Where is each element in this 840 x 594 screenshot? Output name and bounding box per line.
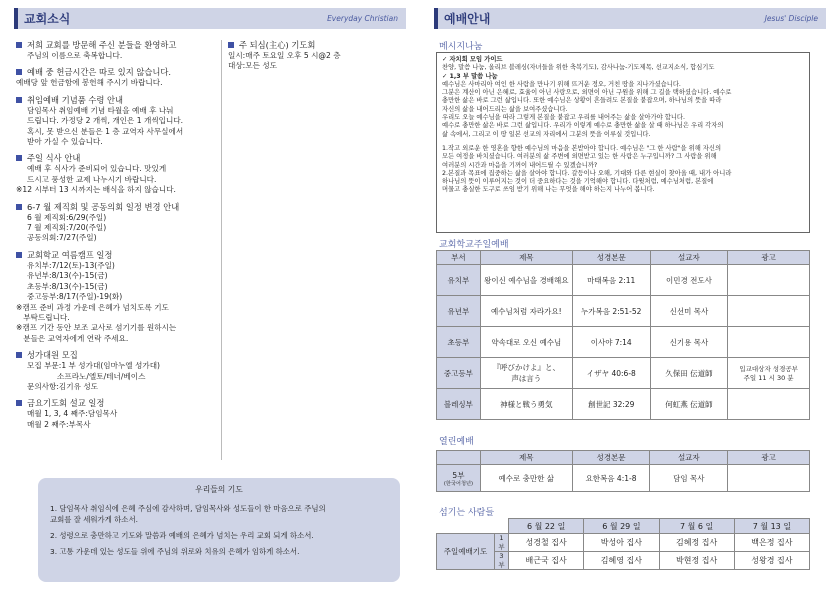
column-header: 7 월 13 일 bbox=[734, 519, 809, 534]
table-cell: 김혜영 집사 bbox=[584, 552, 659, 570]
prayer-line: 3. 고통 가운데 있는 성도들 위에 주님의 위로와 치유의 은혜가 임하게 하소서. bbox=[50, 547, 300, 556]
news-item-line: 부탁드립니다. bbox=[16, 312, 70, 322]
column-header: 제목 bbox=[480, 451, 572, 465]
row-subheader: 1부 bbox=[495, 534, 509, 552]
column-header: 성경본문 bbox=[572, 451, 650, 465]
message-line: ✓ 1,3 부 말씀 나눔 bbox=[442, 72, 498, 80]
table-cell: 김혜정 집사 bbox=[659, 534, 734, 552]
row-header: 주일예배기도 bbox=[437, 534, 495, 570]
news-item-line: ※캠프 준비 과정 가운데 은혜가 넘치도록 기도 bbox=[16, 302, 169, 312]
prayer-title: 우리들의 기도 bbox=[195, 485, 243, 494]
prayer-meeting-title: 주 되심(主心) 기도회 bbox=[239, 40, 316, 50]
table-header-row bbox=[437, 519, 810, 534]
table-cell: 신선미 목사 bbox=[650, 296, 728, 327]
message-box bbox=[436, 52, 810, 233]
news-item-title-text: 주일 식사 안내 bbox=[27, 153, 81, 164]
message-line: 그분은 계산이 아닌 은혜로, 효율이 아닌 사랑으로, 외면이 아닌 구원을 위해 그 길을 택하셨습니다. 예수로 bbox=[442, 89, 732, 97]
column-header bbox=[437, 451, 481, 465]
table-cell: 왕이신 예수님을 경배해요 bbox=[480, 265, 572, 296]
message-line: 찬양, 말씀 나눔, 올리브 블레싱(자녀들을 위한 축복기도), 감사나눔-기도제목, 선교지소식, 합심기도 bbox=[442, 64, 715, 72]
row-header: 유치부 bbox=[437, 265, 481, 296]
column-header: 7 월 6 일 bbox=[659, 519, 734, 534]
table-cell: 『呼びかけよ』と、 声は言う bbox=[480, 358, 572, 389]
table-cell: 입교대상자 성경공부 주일 11 시 30 분 bbox=[728, 358, 810, 389]
column-header: 설교자 bbox=[650, 451, 728, 465]
prayer-line: 2. 성령으로 충만하고 기도와 말씀과 예배의 은혜가 넘치는 우리 교회 되게 하소서. bbox=[50, 531, 314, 540]
row-header: 초등부 bbox=[437, 327, 481, 358]
table-cell: 배근국 집사 bbox=[509, 552, 584, 570]
message-line: 예수님은 사마리아 여인 한 사람을 만나기 위해 뜨거운 정오, 거친 땅을 지나가셨습니다. bbox=[442, 80, 681, 88]
message-line: 하나님의 뜻이 이루어지는 것이 더 중요하다는 것을 기억해야 합니다. 다윗처럼, 예수님처럼, 본질에 bbox=[442, 178, 714, 186]
news-item-line: 중고등부:8/17(주일)-19(화) bbox=[27, 292, 123, 302]
table-cell: 예수님처럼 자라가요! bbox=[480, 296, 572, 327]
table-cell: イザヤ 40:6-8 bbox=[572, 358, 650, 389]
table-cell bbox=[728, 465, 810, 492]
news-item-line: 혹시, 못 받으신 분들은 1 층 교역자 사무실에서 bbox=[27, 126, 184, 136]
news-subtitle: Everyday Christian bbox=[327, 14, 398, 23]
news-item-line: 초등부:8/13(수)-15(금) bbox=[27, 281, 108, 291]
prayer-line: 1. 담임목사 취임식에 은혜 주심에 감사하며, 담임목사와 성도들이 한 마음으로 주님의 bbox=[50, 504, 326, 513]
table-cell: 創世記 32:29 bbox=[572, 389, 650, 420]
table-cell: 성왕경 집사 bbox=[734, 552, 809, 570]
table-cell bbox=[728, 265, 810, 296]
table-cell bbox=[728, 327, 810, 358]
news-item-line: 문의사항:김기유 성도 bbox=[27, 381, 98, 391]
table-row bbox=[437, 358, 810, 389]
news-item-title-text: 교회학교 여름캠프 일정 bbox=[27, 249, 113, 260]
table-cell: 久保田 伝道師 bbox=[650, 358, 728, 389]
worship-header bbox=[434, 8, 826, 29]
column-header: 부서 bbox=[437, 251, 481, 265]
table-row bbox=[437, 265, 810, 296]
column-header: 6 월 29 일 bbox=[584, 519, 659, 534]
prayer-line: 교회를 잘 세워가게 하소서. bbox=[50, 515, 138, 524]
table-cell: 何虹燕 伝道師 bbox=[650, 389, 728, 420]
message-line: 여러분의 시간과 마음을 기꺼이 내어드릴 수 있겠습니까? bbox=[442, 161, 598, 169]
column-header: 6 월 22 일 bbox=[509, 519, 584, 534]
message-line: 머물고 충실한 도구로 쓰임 받기 위해 나는 무엇을 해야 하는지 나누어 봅니다. bbox=[442, 186, 655, 194]
news-item-line: 소프라노/엘토/테너/베이스 bbox=[16, 371, 146, 381]
worship-subtitle: Jesus' Disciple bbox=[764, 14, 818, 23]
news-item-title-text: 금요기도회 설교 일정 bbox=[27, 398, 105, 409]
row-subheader: 3부 bbox=[495, 552, 509, 570]
message-line: ✓ 자치회 모임 가이드 bbox=[442, 56, 503, 63]
table-cell: 담임 목사 bbox=[650, 465, 728, 492]
news-item-line: 일시:매주 토요일 오후 5 시@2 층 bbox=[228, 51, 341, 60]
message-line: 2.본질과 목표에 집중하는 삶을 살아야 합니다. 갈등이나 오해, 기대와 다른 현실이 찾아올 때, 내가 아니라 bbox=[442, 169, 732, 177]
table-cell: 神様と戦う勇気 bbox=[480, 389, 572, 420]
news-item-line: 받아 가실 수 있습니다. bbox=[27, 137, 103, 147]
table-cell: 이민경 전도사 bbox=[650, 265, 728, 296]
table-cell: 성경철 집사 bbox=[509, 534, 584, 552]
table-cell bbox=[728, 389, 810, 420]
worship-title: 예배안내 bbox=[444, 12, 491, 26]
news-item-title-text: 저희 교회를 방문해 주신 분들을 환영하고 bbox=[27, 40, 177, 50]
school-section-title: 교회학교주일예배 bbox=[439, 240, 509, 250]
message-line: 삶 속에서, 그리고 이 땅 일본 선교의 자리에서 그분의 뜻을 이루실 것입니다. bbox=[442, 130, 651, 138]
open-worship-label: 5부 bbox=[452, 470, 465, 480]
table-cell: 이사야 7:14 bbox=[572, 327, 650, 358]
table-cell: 요한복음 4:1-8 bbox=[572, 465, 650, 492]
news-title: 교회소식 bbox=[24, 12, 71, 26]
table-header-row bbox=[437, 251, 810, 265]
servers-table bbox=[436, 518, 810, 570]
table-row bbox=[437, 465, 810, 492]
news-item-line: 모집 부문:1 부 성가대(임마누엘 성가대) bbox=[27, 361, 161, 371]
message-line: 우리도 오늘 예수님을 따라 그렇게 본질을 붙잡고 우리를 내어주는 삶을 살아가야 합니다. bbox=[442, 114, 685, 122]
news-item-line: 대상:모든 성도 bbox=[228, 61, 277, 71]
news-item-line: 담임목사 취임예배 기념 타월을 예배 후 나눠 bbox=[27, 105, 174, 115]
table-row bbox=[437, 296, 810, 327]
row-header: 유년부 bbox=[437, 296, 481, 327]
row-header: 블레싱부 bbox=[437, 389, 481, 420]
news-item-line: 분들은 교역자에게 연락 주세요. bbox=[16, 333, 129, 343]
table-cell: 박성아 집사 bbox=[584, 534, 659, 552]
news-item-line: 예배 후 식사가 준비되어 있습니다. 맛있게 bbox=[27, 164, 167, 174]
table-cell: 신기용 목사 bbox=[650, 327, 728, 358]
news-item-line: 드시고 풍성한 교제 나누시기 바랍니다. bbox=[27, 174, 157, 184]
table-cell bbox=[728, 296, 810, 327]
table-cell: 누가복음 2:51-52 bbox=[572, 296, 650, 327]
news-item-line: 유년부:8/13(수)-15(금) bbox=[27, 271, 108, 281]
message-line: 1.작고 외로운 한 영혼을 향한 예수님의 마음을 본받아야 합니다. 예수님은 "그 한 사람"을 위해 자신의 bbox=[442, 144, 722, 152]
table-cell: 마태복음 2:11 bbox=[572, 265, 650, 296]
table-header-row bbox=[437, 451, 810, 465]
open-section-title: 열린예배 bbox=[439, 437, 474, 447]
message-line: 충만한 삶은 바로 그런 삶입니다. 또한 예수님은 상황이 흔들려도 본질을 붙잡으며, 하나님의 뜻을 따라 bbox=[442, 97, 722, 105]
message-line: 모든 여정을 바치셨습니다. 여러분의 삶 주변에 외면받고 있는 한 사람은 누구입니까? 그 사람을 위해 bbox=[442, 153, 717, 161]
row-header: 중고등부 bbox=[437, 358, 481, 389]
news-item-title-text: 취임예배 기념품 수령 안내 bbox=[27, 94, 124, 105]
table-row bbox=[437, 534, 810, 552]
table-row bbox=[437, 327, 810, 358]
column-header: 성경본문 bbox=[572, 251, 650, 265]
column-header: 광고 bbox=[728, 251, 810, 265]
news-item-line: 주님의 이름으로 축복합니다. bbox=[27, 51, 123, 60]
news-item-line: 6 월 제직회:6/29(주일) bbox=[27, 212, 107, 222]
row-header bbox=[437, 465, 481, 492]
news-item-line: 7 월 제직회:7/20(주일) bbox=[27, 223, 107, 233]
news-item-line: ※캠프 기간 동안 보조 교사로 섬기기를 원하시는 bbox=[16, 323, 177, 333]
news-item-line: 매월 2 째주:부목사 bbox=[27, 419, 91, 429]
news-item-title-text: 성가대원 모집 bbox=[27, 350, 78, 361]
table-cell: 박현정 집사 bbox=[659, 552, 734, 570]
message-line: 자신의 삶을 내어드리는 삶을 보여주셨습니다. bbox=[442, 105, 568, 113]
news-item-line: 드립니다. 가정당 2 개씩, 개인은 1 개씩입니다. bbox=[27, 116, 184, 126]
news-item-title-text: 예배 중 헌금시간은 따로 있지 않습니다. bbox=[27, 67, 172, 78]
news-item-line: 유치부:7/12(토)-13(주일) bbox=[27, 260, 115, 270]
news-item-title-text: 6-7 월 제직회 및 공동의회 일정 변경 안내 bbox=[27, 201, 180, 212]
table-cell: 백은정 집사 bbox=[734, 534, 809, 552]
column-header: 설교자 bbox=[650, 251, 728, 265]
news-item-line: ※12 시부터 13 시까지는 배식을 하지 않습니다. bbox=[16, 185, 176, 195]
table-cell: 예수로 충만한 삶 bbox=[480, 465, 572, 492]
column-header: 제목 bbox=[480, 251, 572, 265]
column-header: 광고 bbox=[728, 451, 810, 465]
table-cell: 약속대로 오신 예수님 bbox=[480, 327, 572, 358]
column-header bbox=[437, 519, 509, 534]
news-item-line: 공동의회:7/27(주일) bbox=[27, 233, 97, 243]
open-worship-sublabel: (한국어청년) bbox=[443, 480, 473, 487]
message-line: 예수로 충만한 삶은 바로 그런 삶입니다. 우리가 이렇게 예수로 충만한 삶을 살 때 하나님은 우리 각자의 bbox=[442, 122, 724, 130]
table-row bbox=[437, 389, 810, 420]
servers-section-title: 섬기는 사람들 bbox=[439, 508, 495, 518]
news-item-line: 예배당 앞 헌금함에 봉헌해 주시기 바랍니다. bbox=[16, 78, 163, 88]
open-worship-table bbox=[436, 450, 810, 492]
message-section-title: 메시지나눔 bbox=[439, 42, 483, 52]
news-item-line: 매월 1, 3, 4 째주:담임목사 bbox=[27, 409, 118, 419]
school-table bbox=[436, 250, 810, 420]
